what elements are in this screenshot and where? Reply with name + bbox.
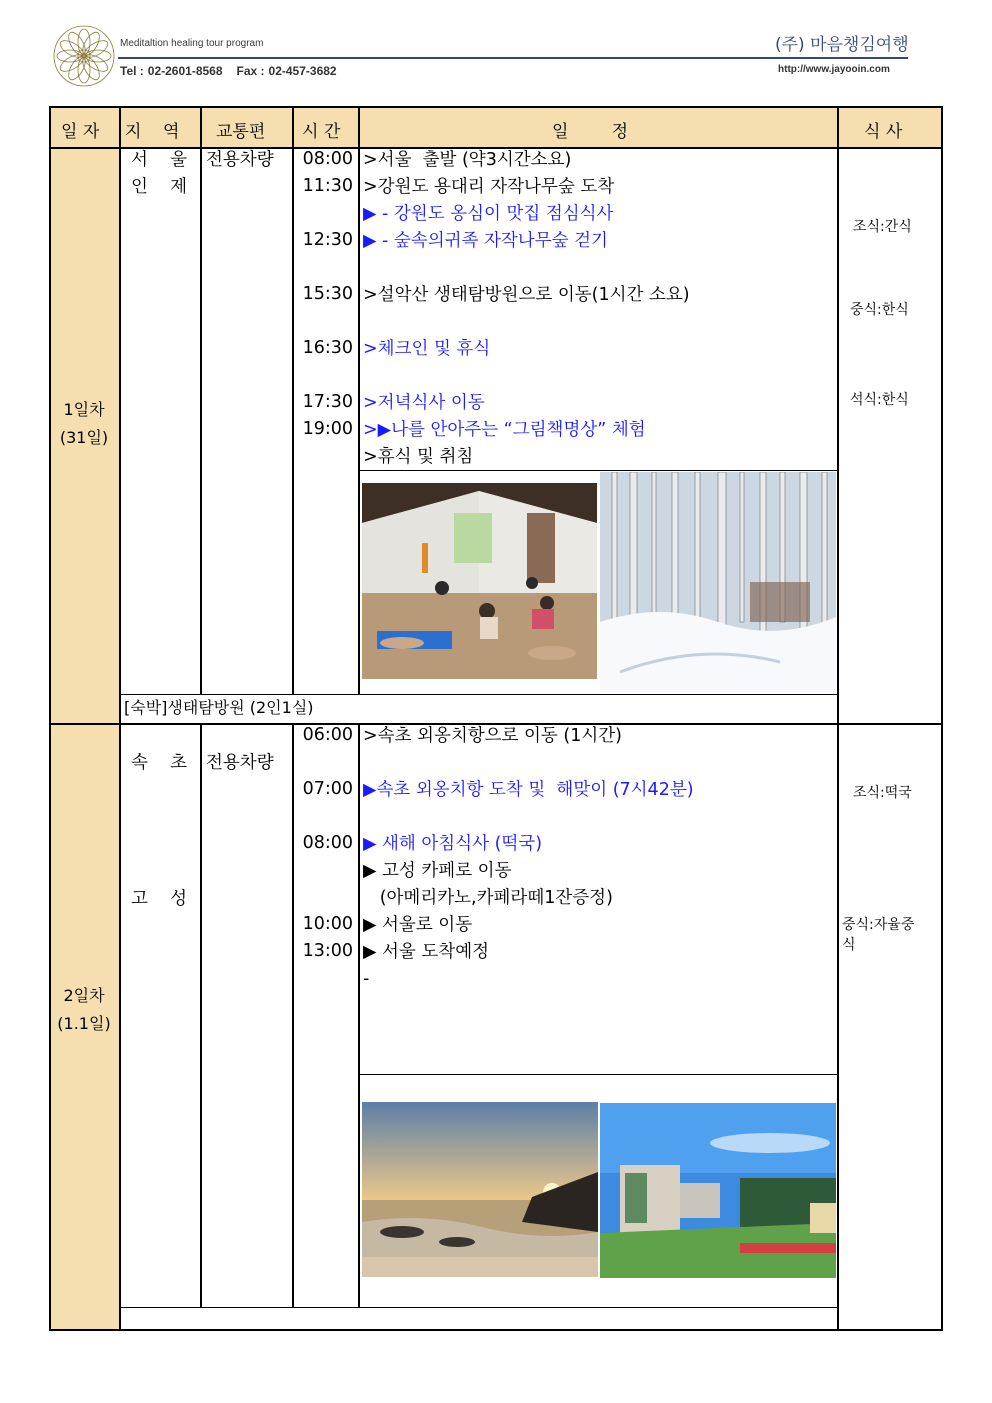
- tel-label: Tel :: [120, 64, 144, 78]
- table-header-row: [49, 106, 943, 148]
- itinerary-table: [49, 106, 943, 1331]
- birch-forest-photo: [600, 472, 836, 692]
- contact-info: [120, 64, 337, 78]
- day1-time-1130: 11:30: [302, 176, 353, 196]
- meditation-room-photo: [362, 483, 597, 679]
- day1-item-4: ▶ - 숲속의귀족 자작나무숲 걷기: [363, 231, 608, 251]
- day1-time-1530: 15:30: [302, 284, 353, 304]
- day1-time-0800: 08:00: [302, 149, 353, 169]
- col-header-schedule: 일 정: [552, 122, 629, 142]
- company-name: (주) 마음챙김여행: [775, 35, 909, 55]
- goseong-cafe-photo: [600, 1103, 836, 1278]
- day1-item-2: >강원도 용대리 자작나무숲 도착: [363, 177, 615, 197]
- day2-time-0800: 08:00: [302, 833, 353, 853]
- day2-item-5: (아메리카노,카페라떼1잔증정): [363, 888, 613, 908]
- day1-region-1: 서 울: [131, 150, 188, 170]
- day2-item-3: ▶ 새해 아침식사 (떡국): [363, 834, 543, 854]
- col-header-time: 시 간: [302, 122, 341, 142]
- col-header-transport: 교통편: [216, 122, 266, 142]
- day2-meal-lunch: 중식:자율중: [842, 917, 915, 933]
- day1-lodging: [숙박]생태탐방원 (2인1실): [124, 698, 314, 717]
- day1-transport: 전용차량: [206, 150, 274, 170]
- day2-time-1000: 10:00: [302, 914, 353, 934]
- day2-meal-breakfast: 조식:떡국: [853, 785, 912, 801]
- fax-label: Fax :: [236, 64, 265, 78]
- day2-time-0600: 06:00: [302, 725, 353, 745]
- program-name: Meditaltion healing tour program: [120, 38, 264, 49]
- day1-time-1730: 17:30: [302, 392, 353, 412]
- day1-time-1230: 12:30: [302, 230, 353, 250]
- day2-time-0700: 07:00: [302, 779, 353, 799]
- header-divider: [118, 57, 908, 59]
- day2-label: 2일차: [63, 986, 105, 1005]
- day1-item-7: >저녁식사 이동: [363, 393, 485, 413]
- day1-item-9: >휴식 및 취침: [363, 447, 474, 467]
- day1-item-8: >▶나를 안아주는 “그림책명상” 체험: [363, 420, 646, 440]
- day2-item-7: ▶ 서울 도착예정: [363, 942, 490, 962]
- mandala-logo-icon: [52, 24, 116, 88]
- col-header-day: 일 자: [61, 122, 100, 142]
- day2-region-1: 속 초: [131, 753, 188, 773]
- sunrise-beach-photo: [362, 1102, 598, 1277]
- day1-meal-lunch: 중식:한식: [850, 302, 909, 318]
- day1-time-1900: 19:00: [302, 419, 353, 439]
- day2-item-2: ▶속초 외옹치항 도착 및 해맞이 (7시42분): [363, 780, 694, 800]
- day2-item-4: ▶ 고성 카페로 이동: [363, 861, 512, 881]
- day1-region-2: 인 제: [131, 177, 188, 197]
- day1-meal-dinner: 석식:한식: [850, 392, 909, 408]
- day2-date: (1.1일): [57, 1014, 111, 1033]
- day1-item-1: >서울 출발 (약3시간소요): [363, 150, 572, 170]
- day2-item-8: -: [363, 969, 370, 989]
- day1-item-3: ▶ - 강원도 옹심이 맛집 점심식사: [363, 204, 614, 224]
- day2-region-2: 고 성: [131, 889, 188, 909]
- day1-time-1630: 16:30: [302, 338, 353, 358]
- page-header: [0, 0, 992, 100]
- col-header-meal: 식 사: [864, 122, 903, 142]
- col-header-region: 지 역: [125, 122, 180, 142]
- day-column-bg: [49, 148, 120, 1331]
- day1-label: 1일차: [63, 400, 105, 419]
- day2-time-1300: 13:00: [302, 941, 353, 961]
- website-link[interactable]: http://www.jayooin.com: [778, 64, 890, 75]
- day1-item-5: >설악산 생태탐방원으로 이동(1시간 소요): [363, 285, 690, 305]
- day1-item-6: >체크인 및 휴식: [363, 339, 491, 359]
- day2-transport: 전용차량: [206, 753, 274, 773]
- day2-item-6: ▶ 서울로 이동: [363, 915, 473, 935]
- day1-date: (31일): [59, 428, 109, 447]
- day2-item-1: >속초 외옹치항으로 이동 (1시간): [363, 726, 622, 746]
- fax-number: 02-457-3682: [268, 64, 337, 78]
- tel-number: 02-2601-8568: [147, 64, 223, 78]
- day2-meal-lunch-cont: 식: [842, 937, 856, 953]
- day1-meal-breakfast: 조식:간식: [853, 219, 912, 235]
